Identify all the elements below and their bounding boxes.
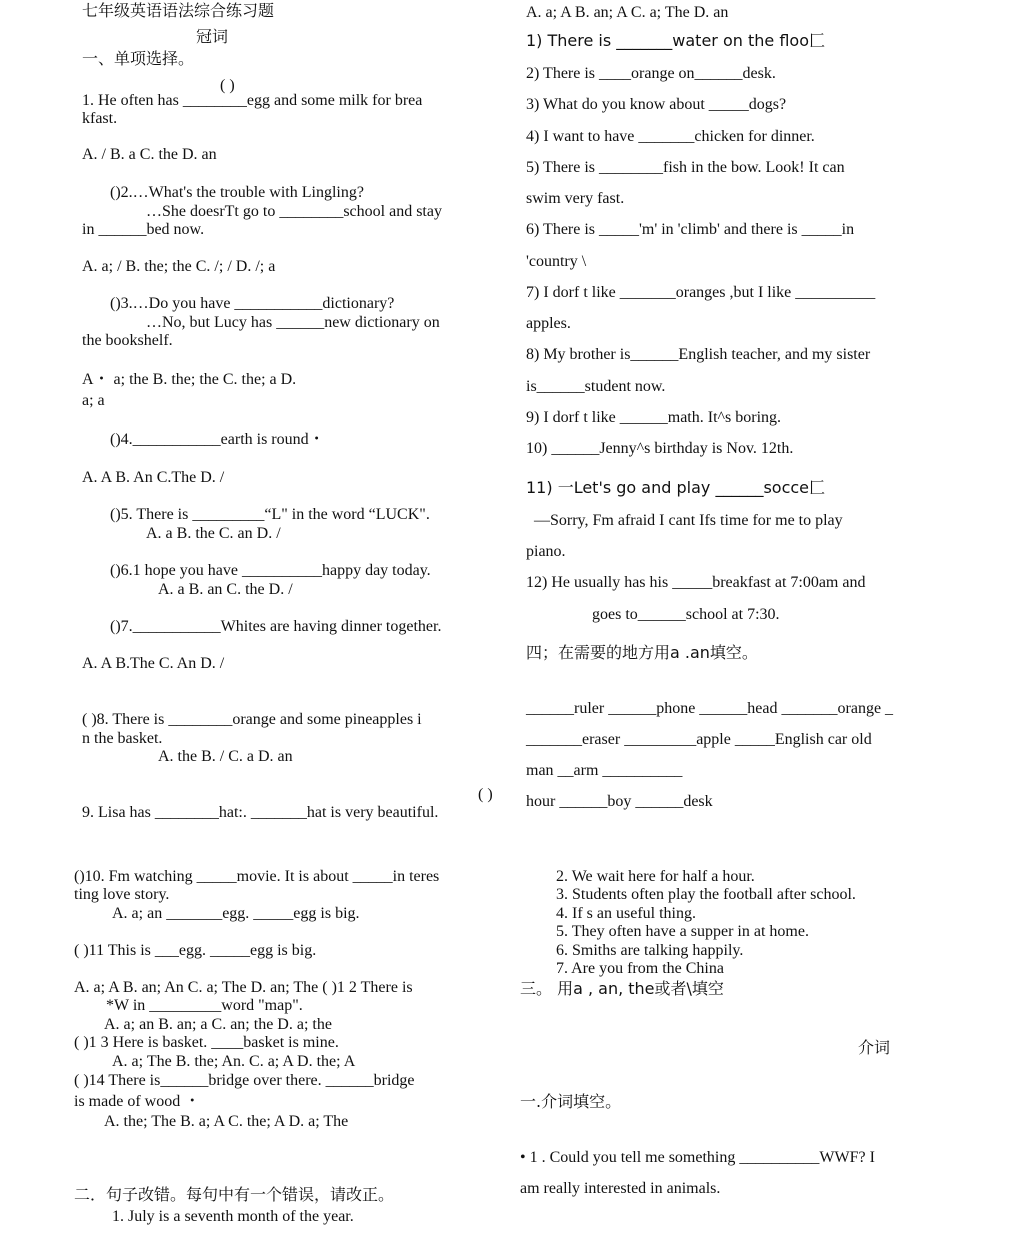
left-text-line: a; a (82, 392, 105, 409)
left-text-line: A. a; an _______egg. _____egg is big. (112, 905, 360, 922)
right-text-line: 3) What do you know about _____dogs? (526, 96, 787, 113)
right-text-line: 介词 (858, 1038, 891, 1057)
right-text-line: 四；在需要的地方用a .an填空。 (526, 643, 758, 662)
left-text-line: ( )1 3 Here is basket. ____basket is mine. (74, 1034, 339, 1051)
right-text-line: 12) He usually has his _____breakfast at 7:00am and (526, 574, 866, 591)
right-text-line: am really interested in animals. (520, 1180, 721, 1197)
left-text-line: the bookshelf. (82, 332, 173, 349)
left-text-line: ()3.…Do you have ___________dictionary? (110, 295, 395, 312)
right-text-line: 11) 一Let's go and play ______socce匚 (526, 478, 826, 497)
left-text-line: 1. He often has ________egg and some milk for brea (82, 92, 423, 109)
right-text-line: 1) There is _______water on the floo匚 (526, 31, 825, 50)
left-text-line: A・ a; the B. the; the C. the; a D. (82, 371, 297, 388)
left-text-line: A. a; A B. an; An C. a; The D. an; The ( )1 2 There is (74, 979, 413, 996)
left-text-line: A. a B. the C. an D. / (146, 525, 281, 542)
left-text-line: A. a; an B. an; a C. an; the D. a; the (104, 1016, 332, 1033)
left-text-line: A. A B.The C. An D. / (82, 655, 225, 672)
left-text-line: ( )11 This is ___egg. _____egg is big. (74, 942, 317, 959)
left-text-line: kfast. (82, 110, 118, 127)
left-text-line: A. / B. a C. the D. an (82, 146, 217, 163)
left-text-line: 9. Lisa has ________hat:. _______hat is very beautiful. (82, 804, 439, 821)
right-text-line: 10) ______Jenny^s birthday is Nov. 12th. (526, 440, 794, 457)
left-text-line: ( )14 There is______bridge over there. ______bridge (74, 1072, 415, 1089)
left-text-line: ting love story. (74, 886, 170, 903)
right-text-line: goes to______school at 7:30. (592, 606, 780, 623)
right-text-line: piano. (526, 543, 566, 560)
right-text-line: 7) I dorf t like _______oranges ,but I like __________ (526, 284, 876, 301)
right-text-line: A. a; A B. an; A C. a; The D. an (526, 4, 729, 21)
left-text-line: ( )8. There is ________orange and some pineapples i (82, 711, 422, 728)
right-text-line: 6) There is _____'m' in 'climb' and there is _____in (526, 221, 855, 238)
left-text-line: n the basket. (82, 730, 163, 747)
left-text-line: ()10. Fm watching _____movie. It is about _____in teres (74, 868, 440, 885)
right-text-line: 2) There is ____orange on______desk. (526, 65, 776, 82)
left-text-line: 冠词 (196, 27, 229, 46)
left-text-line: in ______bed now. (82, 221, 205, 238)
right-text-line: 6. Smiths are talking happily. (556, 942, 744, 959)
left-text-line: A. the B. / C. a D. an (158, 748, 293, 765)
right-text-line: swim very fast. (526, 190, 625, 207)
right-text-line: ______ruler ______phone ______head _______orange _ (526, 700, 894, 717)
right-text-line: is______student now. (526, 378, 666, 395)
left-text-line: A. a B. an C. the D. / (158, 581, 293, 598)
left-text-line: …She doesrTt go to ________school and stay (146, 203, 442, 220)
right-text-line: 4. If s an useful thing. (556, 905, 696, 922)
left-text-line: A. a; The B. the; An. C. a; A D. the; A (112, 1053, 356, 1070)
left-text-line: …No, but Lucy has ______new dictionary on (146, 314, 440, 331)
left-text-line: ()6.1 hope you have __________happy day today. (110, 562, 431, 579)
left-text-line: 一、单项选择。 (82, 49, 195, 68)
left-text-line: ( ) (478, 786, 493, 803)
right-text-line: apples. (526, 315, 571, 332)
right-text-line: man __arm __________ (526, 762, 683, 779)
left-text-line: ()5. There is _________“L" in the word “LUCK". (110, 506, 430, 523)
left-text-line: ()7.___________Whites are having dinner together. (110, 618, 442, 635)
left-text-line: ()4.___________earth is round・ (110, 431, 325, 448)
right-text-line: 3. Students often play the football after school. (556, 886, 856, 903)
right-text-line: 8) My brother is______English teacher, and my sister (526, 346, 871, 363)
left-text-line: 二．句子改错。每句中有一个错误，请改正。 (74, 1185, 395, 1204)
left-text-line: ()2.…What's the trouble with Lingling? (110, 184, 364, 201)
right-text-line: 2. We wait here for half a hour. (556, 868, 755, 885)
right-text-line: 7. Are you from the China (556, 960, 724, 977)
left-text-line: *W in _________word "map". (106, 997, 303, 1014)
left-text-line: 七年级英语语法综合练习题 (82, 1, 275, 20)
left-text-line: A. A B. An C.The D. / (82, 469, 225, 486)
right-text-line: 5. They often have a supper in at home. (556, 923, 809, 940)
right-text-line: —Sorry, Fm afraid I cant Ifs time for me to play (534, 512, 843, 529)
right-text-line: 一.介词填空。 (520, 1092, 622, 1111)
right-text-line: • 1 . Could you tell me something __________WWF? I (520, 1149, 875, 1166)
right-text-line: 三。 用a , an, the或者\填空 (520, 979, 724, 998)
left-text-line: is made of wood ・ (74, 1093, 201, 1110)
left-text-line: ( ) (220, 77, 235, 94)
right-text-line: hour ______boy ______desk (526, 793, 713, 810)
left-text-line: A. the; The B. a; A C. the; A D. a; The (104, 1113, 349, 1130)
right-text-line: _______eraser _________apple _____English car old (526, 731, 872, 748)
right-text-line: 'country \ (526, 253, 587, 270)
right-text-line: 4) I want to have _______chicken for dinner. (526, 128, 815, 145)
right-text-line: 5) There is ________fish in the bow. Look! It can (526, 159, 845, 176)
left-text-line: A. a; / B. the; the C. /; / D. /; a (82, 258, 276, 275)
left-text-line: 1. July is a seventh month of the year. (112, 1208, 354, 1225)
right-text-line: 9) I dorf t like ______math. It^s boring. (526, 409, 782, 426)
